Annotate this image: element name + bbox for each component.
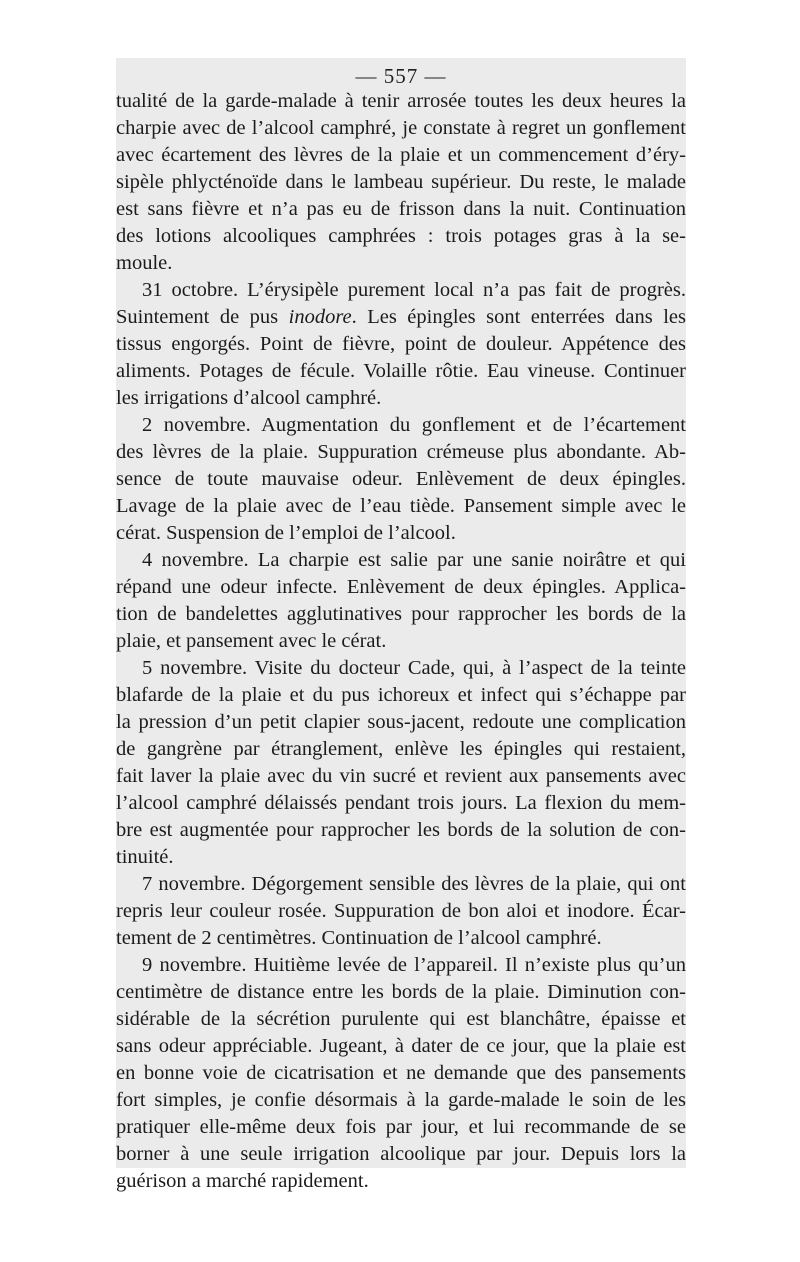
page-number: — 557 — <box>355 64 447 88</box>
text-line: tion de bandelettes agglutinatives pour rapprocher les bords de la <box>116 603 686 625</box>
text-fragment: . Les épingles sont enterrées dans les <box>351 306 686 328</box>
body-text <box>116 88 686 1195</box>
text-line: 7 novembre. Dégorgement sensible des lèvres de la plaie, qui ont <box>142 873 686 895</box>
text-line: plaie, et pansement avec le cérat. <box>116 630 387 652</box>
text-line: aliments. Potages de fécule. Volaille rôtie. Eau vineuse. Continuer <box>116 360 686 382</box>
text-line: tualité de la garde-malade à tenir arrosée toutes les deux heures la <box>116 90 686 112</box>
text-line: est sans fièvre et n’a pas eu de frisson dans la nuit. Continuation <box>116 198 686 220</box>
text-line: centimètre de distance entre les bords de la plaie. Diminution con- <box>116 981 686 1003</box>
text-line: charpie avec de l’alcool camphré, je constate à regret un gonflement <box>116 117 686 139</box>
text-line: la pression d’un petit clapier sous-jacent, redoute une complication <box>116 711 686 733</box>
text-line: les irrigations d’alcool camphré. <box>116 387 382 409</box>
text-line: guérison a marché rapidement. <box>116 1170 369 1192</box>
text-line: sipèle phlycténoïde dans le lambeau supérieur. Du reste, le malade <box>116 171 686 193</box>
text-line: l’alcool camphré délaissés pendant trois jours. La flexion du mem- <box>116 792 686 814</box>
text-line: pratiquer elle-même deux fois par jour, et lui recommande de se <box>116 1116 686 1138</box>
text-line: 5 novembre. Visite du docteur Cade, qui, à l’aspect de la teinte <box>142 657 686 679</box>
text-line: 31 octobre. L’érysipèle purement local n’a pas fait de progrès. <box>142 279 686 301</box>
text-line: 2 novembre. Augmentation du gonflement et de l’écartement <box>142 414 686 436</box>
text-line: cérat. Suspension de l’emploi de l’alcool. <box>116 522 456 544</box>
text-line: de gangrène par étranglement, enlève les épingles qui restaient, <box>116 738 686 760</box>
text-line: en bonne voie de cicatrisation et ne demande que des pansements <box>116 1062 686 1084</box>
text-line: répand une odeur infecte. Enlèvement de deux épingles. Applica- <box>116 576 686 598</box>
text-line: fort simples, je confie désormais à la garde-malade le soin de les <box>116 1089 686 1111</box>
italic-word: inodore <box>288 306 352 328</box>
text-line: sence de toute mauvaise odeur. Enlèvement de deux épingles. <box>116 468 686 490</box>
text-line: des lèvres de la plaie. Suppuration crémeuse plus abondante. Ab- <box>116 441 686 463</box>
text-line: bre est augmentée pour rapprocher les bords de la solution de con- <box>116 819 686 841</box>
text-line: des lotions alcooliques camphrées : trois potages gras à la se- <box>116 225 686 247</box>
text-line: tinuité. <box>116 846 174 868</box>
text-line: borner à une seule irrigation alcoolique par jour. Depuis lors la <box>116 1143 686 1165</box>
text-line: avec écartement des lèvres de la plaie et un commencement d’éry- <box>116 144 686 166</box>
text-line: repris leur couleur rosée. Suppuration de bon aloi et inodore. Écar- <box>116 900 686 922</box>
book-page <box>116 58 686 1192</box>
text-line: 9 novembre. Huitième levée de l’appareil. Il n’existe plus qu’un <box>142 954 686 976</box>
text-line: moule. <box>116 252 173 274</box>
text-line: tement de 2 centimètres. Continuation de l’alcool camphré. <box>116 927 602 949</box>
text-line: 4 novembre. La charpie est salie par une sanie noirâtre et qui <box>142 549 686 571</box>
text-line: blafarde de la plaie et du pus ichoreux et infect qui s’échappe par <box>116 684 686 706</box>
text-line: sans odeur appréciable. Jugeant, à dater de ce jour, que la plaie est <box>116 1035 686 1057</box>
text-line: Lavage de la plaie avec de l’eau tiède. Pansement simple avec le <box>116 495 686 517</box>
text-fragment: Suintement de pus <box>116 306 279 328</box>
text-line: tissus engorgés. Point de fièvre, point de douleur. Appétence des <box>116 333 686 355</box>
text-line: sidérable de la sécrétion purulente qui est blanchâtre, épaisse et <box>116 1008 686 1030</box>
text-line: fait laver la plaie avec du vin sucré et revient aux pansements avec <box>116 765 686 787</box>
text-line <box>116 304 686 331</box>
